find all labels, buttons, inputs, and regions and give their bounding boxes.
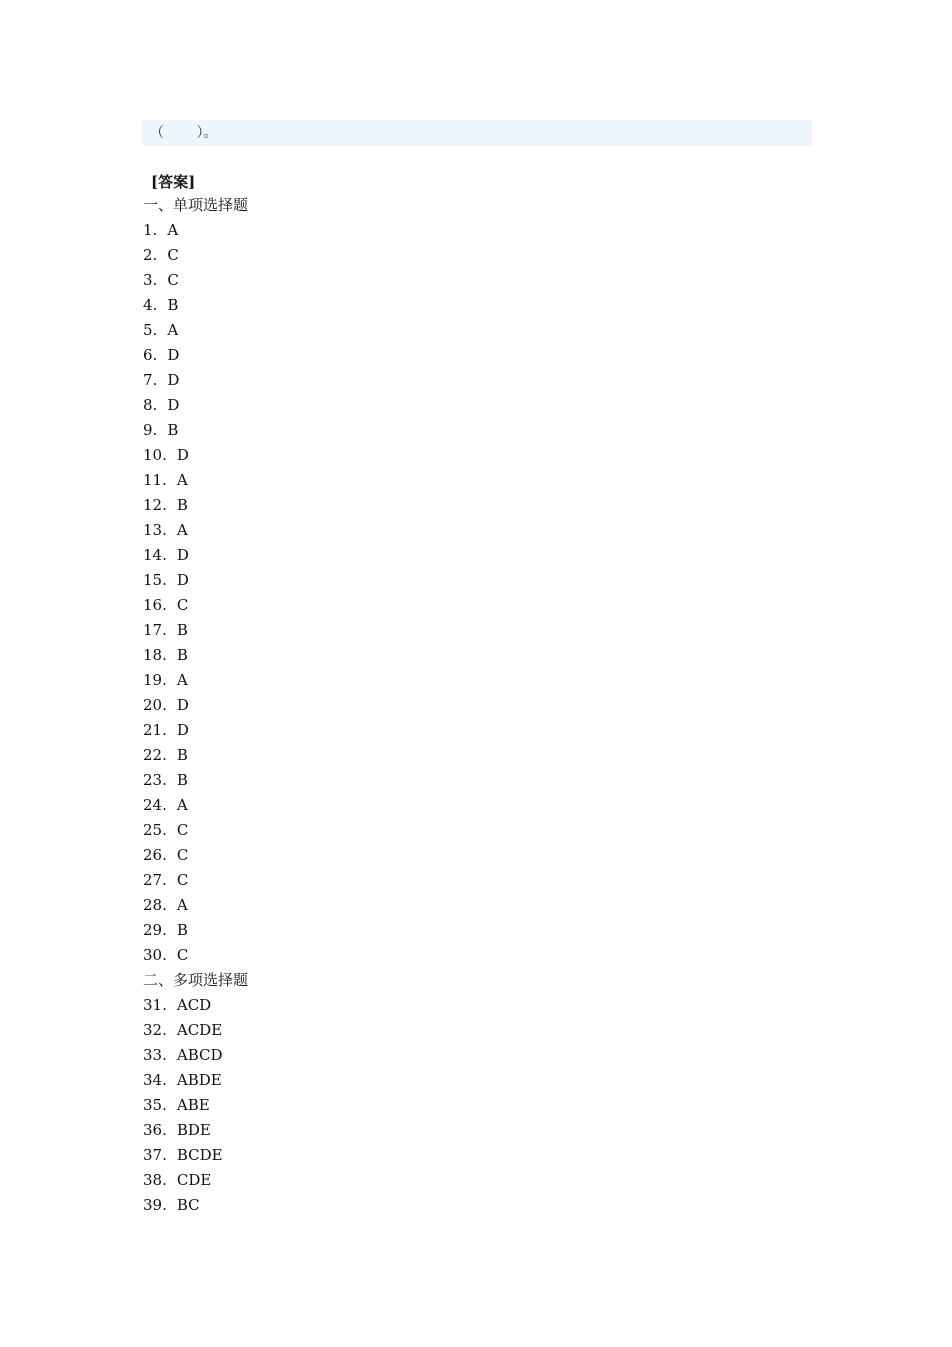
answer-number: 26. [143, 846, 167, 864]
answer-number: 24. [143, 796, 167, 814]
answer-number: 10. [143, 446, 167, 464]
answer-value: ABCD [176, 1046, 223, 1064]
answer-row [143, 1093, 743, 1118]
answer-number: 8. [143, 396, 158, 414]
answer-value: ACD [176, 996, 212, 1014]
answer-row [143, 993, 743, 1018]
answer-value: A [176, 471, 188, 489]
answer-value: BCDE [176, 1146, 223, 1164]
answer-value: ABE [176, 1096, 210, 1114]
answer-number: 37. [143, 1146, 167, 1164]
answer-number: 33. [143, 1046, 167, 1064]
answer-row [143, 368, 743, 393]
answer-row [143, 1018, 743, 1043]
answer-value: B [176, 621, 188, 639]
answer-value: B [167, 421, 179, 439]
answer-value: A [167, 321, 179, 339]
answer-row [143, 543, 743, 568]
answer-number: 25. [143, 821, 167, 839]
answer-row [143, 1143, 743, 1168]
answer-number: 21. [143, 721, 167, 739]
answer-row [143, 1193, 743, 1218]
answer-value: B [167, 296, 179, 314]
answer-number: 36. [143, 1121, 167, 1139]
answer-number: 3. [143, 271, 158, 289]
answer-row [143, 618, 743, 643]
answer-number: 32. [143, 1021, 167, 1039]
answer-row [143, 518, 743, 543]
answer-row [143, 718, 743, 743]
answer-value: ACDE [176, 1021, 223, 1039]
answer-row [143, 943, 743, 968]
answer-row [143, 868, 743, 893]
answer-row [143, 293, 743, 318]
answer-row [143, 743, 743, 768]
answer-number: 16. [143, 596, 167, 614]
answer-list [143, 193, 743, 1218]
answer-value: B [176, 771, 188, 789]
answer-row [143, 893, 743, 918]
section-title: 二、多项选择题 [143, 971, 249, 989]
answer-value: D [167, 396, 180, 414]
answer-value: B [176, 646, 188, 664]
answer-row [143, 593, 743, 618]
answer-number: 28. [143, 896, 167, 914]
answer-value: A [167, 221, 179, 239]
question-box [142, 120, 812, 146]
answer-number: 35. [143, 1096, 167, 1114]
answer-value: BC [176, 1196, 200, 1214]
question-text: （ ）。 [150, 125, 218, 141]
answer-number: 30. [143, 946, 167, 964]
section-title: 一、单项选择题 [143, 196, 249, 214]
answer-value: A [176, 671, 188, 689]
answer-number: 12. [143, 496, 167, 514]
answer-value: D [176, 696, 189, 714]
answer-row [143, 818, 743, 843]
answer-value: B [176, 746, 188, 764]
answer-row [143, 768, 743, 793]
answer-row [143, 1118, 743, 1143]
answer-value: B [176, 496, 188, 514]
answer-value: C [176, 596, 189, 614]
answer-number: 29. [143, 921, 167, 939]
answer-number: 9. [143, 421, 158, 439]
answer-row [143, 668, 743, 693]
answer-value: B [176, 921, 188, 939]
answer-row [143, 493, 743, 518]
answer-row [143, 918, 743, 943]
answer-row [143, 793, 743, 818]
answer-number: 31. [143, 996, 167, 1014]
answer-number: 27. [143, 871, 167, 889]
answer-value: C [176, 821, 189, 839]
answer-number: 14. [143, 546, 167, 564]
answer-row [143, 418, 743, 443]
answer-row [143, 568, 743, 593]
answer-row [143, 218, 743, 243]
answer-value: A [176, 796, 188, 814]
answer-number: 34. [143, 1071, 167, 1089]
answer-number: 2. [143, 246, 158, 264]
answer-value: D [176, 546, 189, 564]
answer-value: D [176, 571, 189, 589]
answer-number: 39. [143, 1196, 167, 1214]
answer-value: A [176, 521, 188, 539]
answer-row [143, 468, 743, 493]
answer-value: CDE [176, 1171, 212, 1189]
answer-value: ABDE [176, 1071, 222, 1089]
answer-value: C [176, 946, 189, 964]
answer-value: C [176, 871, 189, 889]
answer-row [143, 643, 743, 668]
answer-row [143, 318, 743, 343]
answer-value: A [176, 896, 188, 914]
answer-value: D [167, 346, 180, 364]
answer-value: D [176, 446, 189, 464]
answer-number: 19. [143, 671, 167, 689]
answer-number: 18. [143, 646, 167, 664]
answer-row [143, 843, 743, 868]
answer-number: 23. [143, 771, 167, 789]
answer-number: 7. [143, 371, 158, 389]
answer-value: BDE [176, 1121, 211, 1139]
answer-number: 22. [143, 746, 167, 764]
answer-value: D [167, 371, 180, 389]
answer-number: 5. [143, 321, 158, 339]
answer-value: D [176, 721, 189, 739]
answer-value: C [167, 271, 179, 289]
answer-row [143, 443, 743, 468]
answer-row [143, 1068, 743, 1093]
answer-value: C [176, 846, 189, 864]
answer-row [143, 243, 743, 268]
answer-number: 20. [143, 696, 167, 714]
answer-number: 13. [143, 521, 167, 539]
answer-number: 38. [143, 1171, 167, 1189]
answer-number: 15. [143, 571, 167, 589]
answer-row [143, 1168, 743, 1193]
answer-number: 17. [143, 621, 167, 639]
answer-row [143, 693, 743, 718]
answer-row [143, 268, 743, 293]
answer-number: 4. [143, 296, 158, 314]
answer-row [143, 1043, 743, 1068]
answer-number: 1. [143, 221, 158, 239]
answer-heading: [答案] [151, 173, 196, 191]
answer-row [143, 343, 743, 368]
answer-number: 11. [143, 471, 167, 489]
answer-number: 6. [143, 346, 158, 364]
answer-row [143, 393, 743, 418]
answer-value: C [167, 246, 179, 264]
